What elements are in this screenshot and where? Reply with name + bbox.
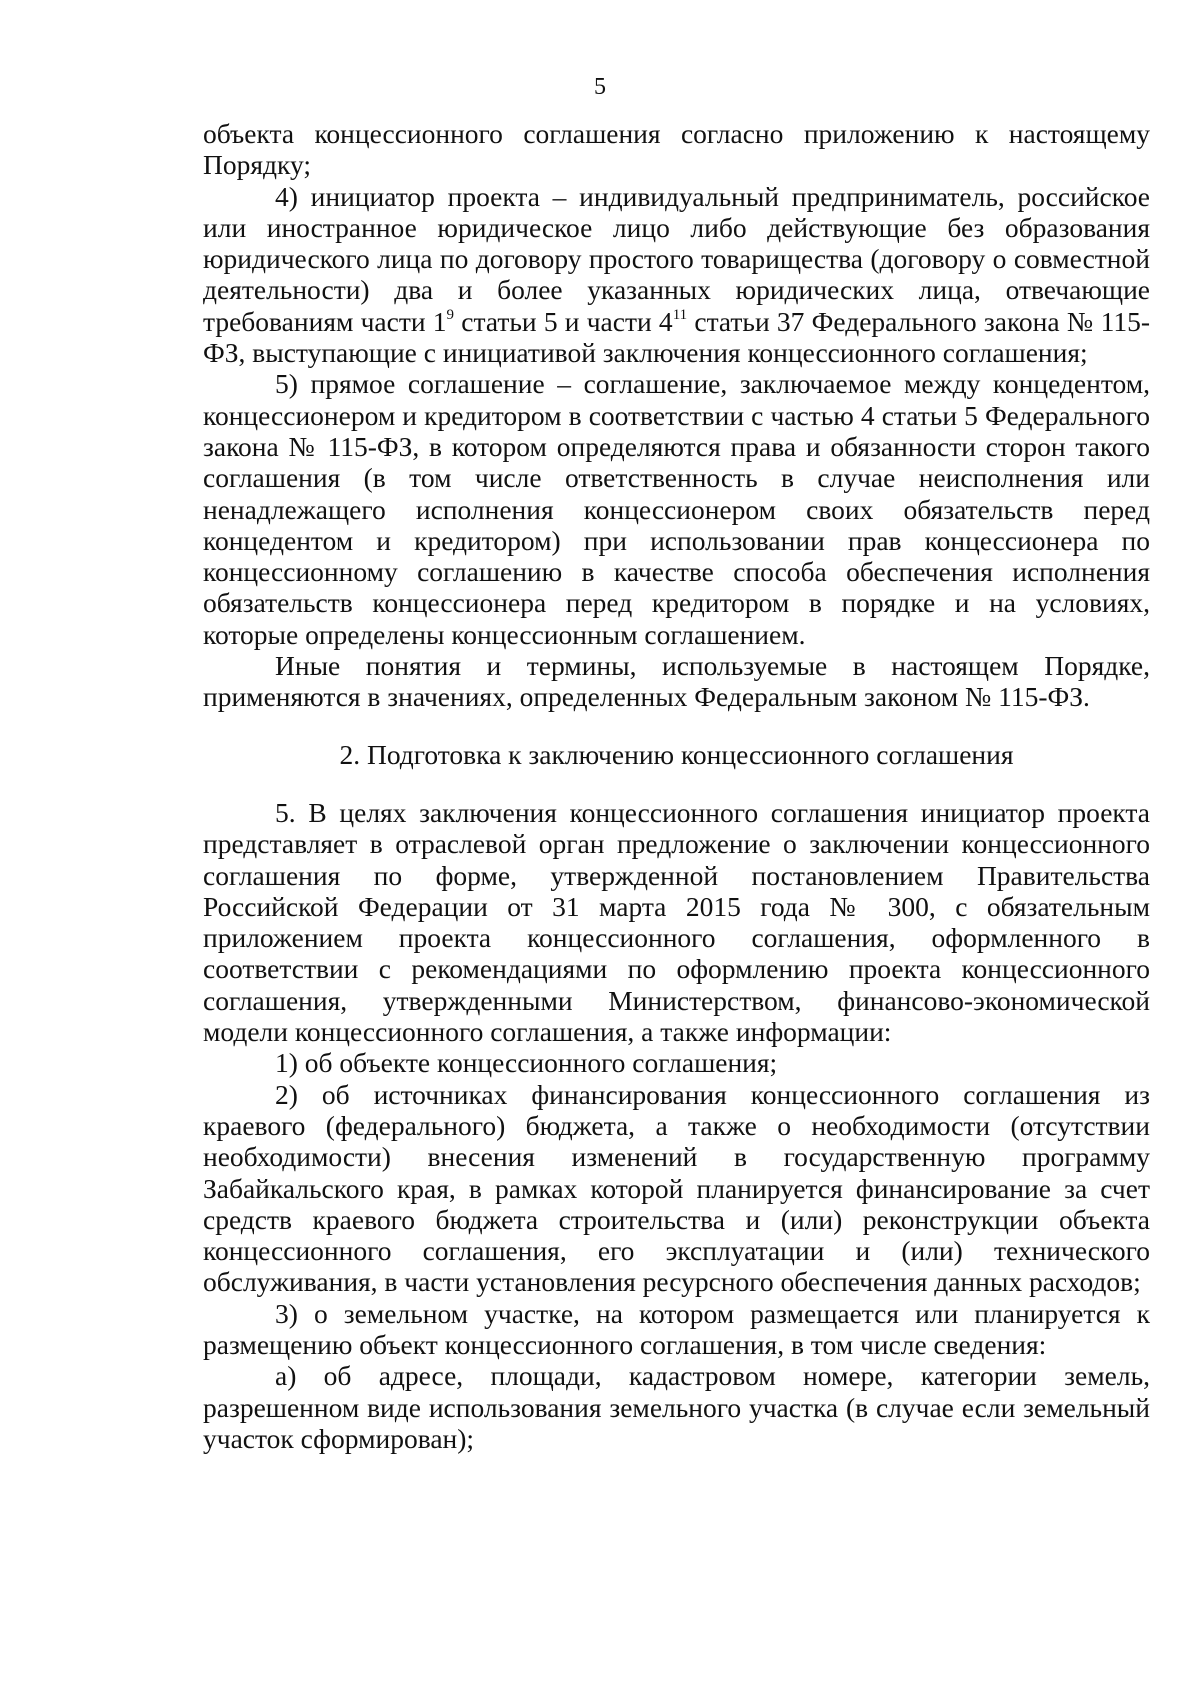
paragraph-item-5: 5) прямое соглашение – соглашение, заключаемое между концедентом, концессионером и кредитором в соответствии с частью 4 статьи 5 Федерального закона № 115-ФЗ, в котором определяются права и обязанности сторон такого соглашения (в том числе ответственность в случае неисполнения или ненадлежащего исполнения концессионером своих обязательств перед концедентом и кредитором) при использовании прав концессионера по концессионному соглашению в качестве способа обеспечения исполнения обязательств концессионера перед кредитором в порядке и на условиях, которые определены концессионным соглашением. <box>203 368 1150 650</box>
superscript: 9 <box>446 306 455 323</box>
section-heading: 2. Подготовка к заключению концессионного соглашения <box>339 738 1014 770</box>
paragraph-subitem-1: 1) об объекте концессионного соглашения; <box>275 1047 778 1079</box>
paragraph-continuation: объекта концессионного соглашения согласно приложению к настоящему Порядку; <box>203 118 1150 181</box>
document-body <box>203 118 1150 1454</box>
paragraph-item-4 <box>203 181 1150 369</box>
paragraph-definitions-note: Иные понятия и термины, используемые в настоящем Порядке, применяются в значениях, определенных Федеральным законом № 115-ФЗ. <box>203 650 1150 713</box>
page-number: 5 <box>594 74 606 100</box>
superscript: 11 <box>672 306 688 323</box>
paragraph-text: статьи 5 и части 4 <box>454 305 673 337</box>
paragraph-subitem-2: 2) об источниках финансирования концессионного соглашения из краевого (федерального) бюджета, а также о необходимости (отсутствии необходимости) внесения изменений в государственную программу Забайкальского края, в рамках которой планируется финансирование за счет средств краевого бюджета строительства и (или) реконструкции объекта концессионного соглашения, его эксплуатации и (или) технического обслуживания, в части установления ресурсного обеспечения данных расходов; <box>203 1078 1150 1298</box>
paragraph-clause-5: 5. В целях заключения концессионного соглашения инициатор проекта представляет в отраслевой орган предложение о заключении концессионного соглашения по форме, утвержденной постановлением Правительства Российской Федерации от 31 марта 2015 года № 300, с обязательным приложением проекта концессионного соглашения, оформленного в соответствии с рекомендациями по оформлению проекта концессионного соглашения, утвержденными Министерством, финансово-экономической модели концессионного соглашения, а также информации: <box>203 796 1150 1048</box>
paragraph-subitem-3: 3) о земельном участке, на котором размещается или планируется к размещению объект концессионного соглашения, в том числе сведения: <box>203 1297 1150 1360</box>
paragraph-text: 4) инициатор проекта – индивидуальный предприниматель, российское или иностранное юридическое лицо либо действующие без образования юридического лица по договору простого товарищества (договору о совместной деятельности) два и более указанных юридических лица, отвечающие требованиям части 1 <box>203 180 1150 337</box>
paragraph-subitem-a: а) об адресе, площади, кадастровом номере, категории земель, разрешенном виде использования земельного участка (в случае если земельный участок сформирован); <box>203 1360 1150 1454</box>
paragraph-text: статьи 37 Федерального закона № 115-ФЗ, выступающие с инициативой заключения концессионного соглашения; <box>203 305 1151 369</box>
